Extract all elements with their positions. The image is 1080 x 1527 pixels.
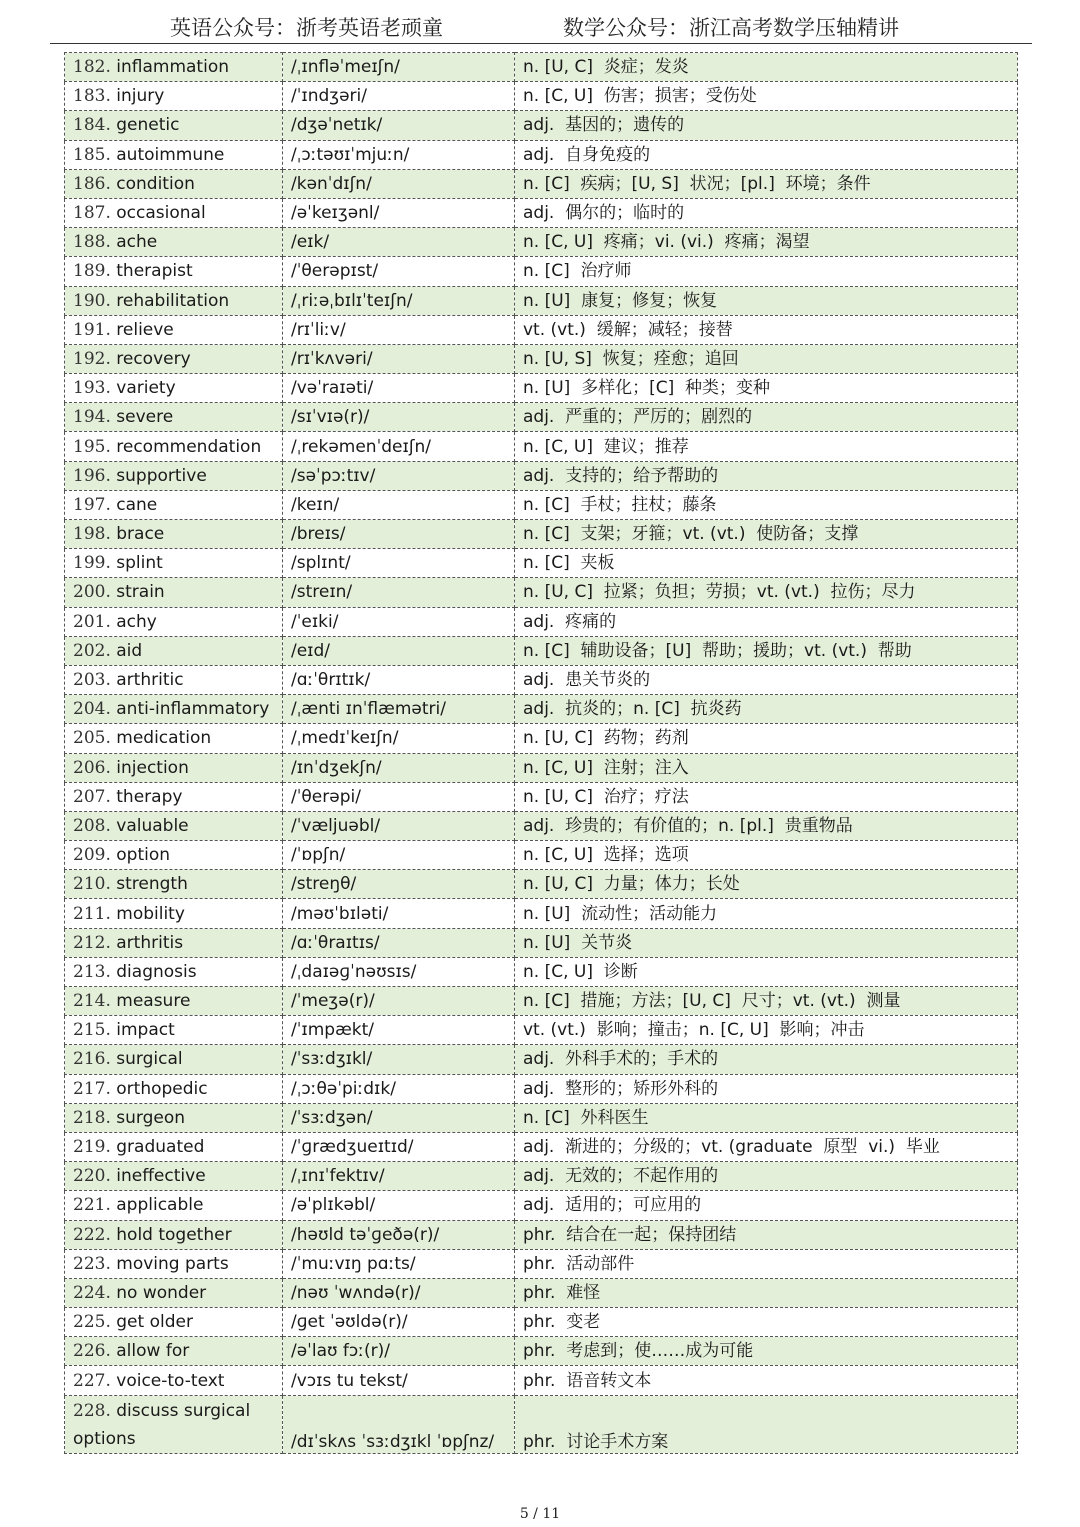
table-row xyxy=(65,403,1018,432)
phonetic-cell: /sɪˈvɪə(r)/ xyxy=(283,403,515,432)
entry-number: 216. xyxy=(73,1049,111,1070)
entry-word: variety xyxy=(116,378,176,399)
entry-number: 200. xyxy=(73,582,111,603)
phonetic-cell: /eɪk/ xyxy=(283,228,515,257)
word-cell xyxy=(65,53,283,82)
definition-cell: adj. 适用的；可应用的 xyxy=(515,1191,1018,1220)
definition-cell: n. [C, U] 注射；注入 xyxy=(515,753,1018,782)
word-cell xyxy=(65,82,283,111)
entry-number: 224. xyxy=(73,1282,111,1303)
table-row xyxy=(65,1308,1018,1337)
phonetic-cell: /vəˈraɪəti/ xyxy=(283,374,515,403)
definition-cell: n. [C] 辅助设备；[U] 帮助；援助；vt. (vt.) 帮助 xyxy=(515,636,1018,665)
phonetic-cell: /ˈsɜːdʒən/ xyxy=(283,1103,515,1132)
entry-number: 192. xyxy=(73,348,111,369)
word-cell xyxy=(65,432,283,461)
phonetic-cell: /rɪˈkʌvəri/ xyxy=(283,344,515,373)
table-row xyxy=(65,490,1018,519)
word-cell xyxy=(65,344,283,373)
definition-cell: adj. 疼痛的 xyxy=(515,607,1018,636)
word-cell xyxy=(65,724,283,753)
definition-cell: n. [U] 流动性；活动能力 xyxy=(515,899,1018,928)
definition-cell: n. [U, C] 治疗；疗法 xyxy=(515,782,1018,811)
word-cell xyxy=(65,841,283,870)
word-cell xyxy=(65,1103,283,1132)
definition-cell: n. [U, S] 恢复；痊愈；追回 xyxy=(515,344,1018,373)
table-row xyxy=(65,432,1018,461)
table-row xyxy=(65,1191,1018,1220)
phonetic-cell: /streŋθ/ xyxy=(283,870,515,899)
table-row xyxy=(65,286,1018,315)
word-cell xyxy=(65,899,283,928)
entry-word: rehabilitation xyxy=(116,290,230,311)
entry-number: 194. xyxy=(73,407,111,428)
entry-number: 182. xyxy=(73,57,111,78)
word-cell xyxy=(65,140,283,169)
word-cell xyxy=(65,1191,283,1220)
entry-word: genetic xyxy=(116,115,180,136)
entry-number: 208. xyxy=(73,815,111,836)
phonetic-cell: /ˌdaɪəɡˈnəʊsɪs/ xyxy=(283,957,515,986)
header-english-account: 英语公众号：浙考英语老顽童 xyxy=(170,16,443,40)
definition-cell: n. [C] 支架；牙箍；vt. (vt.) 使防备；支撑 xyxy=(515,520,1018,549)
word-cell xyxy=(65,811,283,840)
phonetic-cell: /əˈkeɪʒənl/ xyxy=(283,198,515,227)
entry-number: 210. xyxy=(73,874,111,895)
phonetic-cell: /splɪnt/ xyxy=(283,549,515,578)
definition-cell: n. [U, C] 拉紧；负担；劳损；vt. (vt.) 拉伤；尽力 xyxy=(515,578,1018,607)
table-row xyxy=(65,841,1018,870)
phonetic-cell: /ɑːˈθraɪtɪs/ xyxy=(283,928,515,957)
definition-cell: phr. 结合在一起；保持团结 xyxy=(515,1220,1018,1249)
entry-number: 199. xyxy=(73,553,111,574)
page-number: 5 / 11 xyxy=(519,1506,561,1522)
table-row xyxy=(65,1249,1018,1278)
word-cell xyxy=(65,1366,283,1395)
table-row xyxy=(65,198,1018,227)
entry-word: recommendation xyxy=(116,436,262,457)
table-row xyxy=(65,578,1018,607)
entry-word: voice-to-text xyxy=(116,1370,225,1391)
definition-cell: vt. (vt.) 缓解；减轻；接替 xyxy=(515,315,1018,344)
table-row xyxy=(65,315,1018,344)
phonetic-cell: /ˈɪndʒəri/ xyxy=(283,82,515,111)
table-row xyxy=(65,374,1018,403)
definition-cell: adj. 严重的；严厉的；剧烈的 xyxy=(515,403,1018,432)
entry-number: 222. xyxy=(73,1224,111,1245)
table-row xyxy=(65,636,1018,665)
definition-cell: phr. 变老 xyxy=(515,1308,1018,1337)
table-row xyxy=(65,957,1018,986)
table-row xyxy=(65,1074,1018,1103)
definition-cell: adj. 外科手术的；手术的 xyxy=(515,1045,1018,1074)
table-row xyxy=(65,928,1018,957)
word-cell xyxy=(65,1337,283,1366)
word-cell xyxy=(65,374,283,403)
table-row xyxy=(65,899,1018,928)
phonetic-cell: /ˌænti ɪnˈflæmətri/ xyxy=(283,695,515,724)
phonetic-cell: /ɪnˈdʒekʃn/ xyxy=(283,753,515,782)
phonetic-cell: /ˈθerəpɪst/ xyxy=(283,257,515,286)
definition-cell: n. [U, C] 力量；体力；长处 xyxy=(515,870,1018,899)
entry-number: 195. xyxy=(73,436,111,457)
definition-cell: n. [C, U] 建议；推荐 xyxy=(515,432,1018,461)
table-row xyxy=(65,607,1018,636)
phonetic-cell: /ˈɡrædʒueɪtɪd/ xyxy=(283,1132,515,1161)
table-row xyxy=(65,1337,1018,1366)
entry-word: achy xyxy=(116,611,157,632)
definition-cell: phr. 难怪 xyxy=(515,1278,1018,1307)
word-cell xyxy=(65,1249,283,1278)
table-row xyxy=(65,753,1018,782)
entry-number: 212. xyxy=(73,932,111,953)
entry-number: 206. xyxy=(73,757,111,778)
word-cell xyxy=(65,1045,283,1074)
word-cell xyxy=(65,928,283,957)
entry-word: surgical xyxy=(116,1049,183,1070)
table-row xyxy=(65,665,1018,694)
word-cell xyxy=(65,315,283,344)
entry-number: 183. xyxy=(73,86,111,107)
phonetic-cell: /dɪˈskʌs ˈsɜːdʒɪkl ˈɒpʃnz/ xyxy=(283,1395,515,1453)
word-cell xyxy=(65,549,283,578)
entry-word: inflammation xyxy=(116,57,229,78)
word-cell xyxy=(65,1162,283,1191)
phonetic-cell: /ˌriːəˌbɪlɪˈteɪʃn/ xyxy=(283,286,515,315)
word-cell xyxy=(65,782,283,811)
phonetic-cell: /əˈlaʊ fɔː(r)/ xyxy=(283,1337,515,1366)
definition-cell: adj. 抗炎的；n. [C] 抗炎药 xyxy=(515,695,1018,724)
word-cell xyxy=(65,1132,283,1161)
definition-cell: n. [C] 治疗师 xyxy=(515,257,1018,286)
phonetic-cell: /ˈmuːvɪŋ pɑːts/ xyxy=(283,1249,515,1278)
entry-word: strength xyxy=(116,874,188,895)
phonetic-cell: /ˈmeʒə(r)/ xyxy=(283,987,515,1016)
word-cell xyxy=(65,111,283,140)
word-cell xyxy=(65,228,283,257)
word-cell xyxy=(65,461,283,490)
phonetic-cell: /ˈɒpʃn/ xyxy=(283,841,515,870)
entry-word: supportive xyxy=(116,465,207,486)
entry-number: 203. xyxy=(73,670,111,691)
definition-cell: adj. 整形的；矫形外科的 xyxy=(515,1074,1018,1103)
definition-cell: adj. 珍贵的；有价值的；n. [pl.] 贵重物品 xyxy=(515,811,1018,840)
definition-cell: adj. 患关节炎的 xyxy=(515,665,1018,694)
entry-number: 193. xyxy=(73,378,111,399)
entry-number: 223. xyxy=(73,1253,111,1274)
entry-number: 226. xyxy=(73,1341,111,1362)
phonetic-cell: /ˌɪnfləˈmeɪʃn/ xyxy=(283,53,515,82)
word-cell xyxy=(65,1074,283,1103)
entry-number: 213. xyxy=(73,961,111,982)
phonetic-cell: /əˈplɪkəbl/ xyxy=(283,1191,515,1220)
phonetic-cell: /dʒəˈnetɪk/ xyxy=(283,111,515,140)
table-row xyxy=(65,1132,1018,1161)
word-cell xyxy=(65,1395,283,1453)
table-row xyxy=(65,1103,1018,1132)
definition-cell: adj. 无效的；不起作用的 xyxy=(515,1162,1018,1191)
definition-cell: phr. 活动部件 xyxy=(515,1249,1018,1278)
entry-number: 211. xyxy=(73,903,111,924)
entry-word: orthopedic xyxy=(116,1078,208,1099)
entry-number: 220. xyxy=(73,1166,111,1187)
definition-cell: vt. (vt.) 影响；撞击；n. [C, U] 影响；冲击 xyxy=(515,1016,1018,1045)
phonetic-cell: /rɪˈliːv/ xyxy=(283,315,515,344)
entry-word: therapy xyxy=(116,786,183,807)
entry-number: 217. xyxy=(73,1078,111,1099)
entry-number: 191. xyxy=(73,319,111,340)
entry-number: 185. xyxy=(73,144,111,165)
definition-cell: n. [C] 外科医生 xyxy=(515,1103,1018,1132)
entry-number: 187. xyxy=(73,203,111,224)
phonetic-cell: /ˈvæljuəbl/ xyxy=(283,811,515,840)
entry-word: brace xyxy=(116,524,165,545)
entry-number: 198. xyxy=(73,524,111,545)
entry-word: autoimmune xyxy=(116,144,225,165)
definition-cell: n. [U, C] 药物；药剂 xyxy=(515,724,1018,753)
entry-word: graduated xyxy=(116,1137,205,1158)
phonetic-cell: /streɪn/ xyxy=(283,578,515,607)
definition-cell: n. [U, C] 炎症；发炎 xyxy=(515,53,1018,82)
entry-word: severe xyxy=(116,407,174,428)
entry-word: surgeon xyxy=(116,1107,186,1128)
phonetic-cell: /məʊˈbɪləti/ xyxy=(283,899,515,928)
phonetic-cell: /səˈpɔːtɪv/ xyxy=(283,461,515,490)
entry-number: 186. xyxy=(73,173,111,194)
word-cell xyxy=(65,1308,283,1337)
word-cell xyxy=(65,490,283,519)
entry-word: measure xyxy=(116,991,191,1012)
word-cell xyxy=(65,987,283,1016)
phonetic-cell: /ˌrekəmenˈdeɪʃn/ xyxy=(283,432,515,461)
word-cell xyxy=(65,520,283,549)
phonetic-cell: /ˈeɪki/ xyxy=(283,607,515,636)
phonetic-cell: /həʊld təˈɡeðə(r)/ xyxy=(283,1220,515,1249)
entry-word: applicable xyxy=(116,1195,204,1216)
entry-word: no wonder xyxy=(116,1282,207,1303)
entry-number: 188. xyxy=(73,232,111,253)
entry-number: 189. xyxy=(73,261,111,282)
phonetic-cell: /ˌɔːθəˈpiːdɪk/ xyxy=(283,1074,515,1103)
header-math-account: 数学公众号：浙江高考数学压轴精讲 xyxy=(563,16,899,40)
entry-word: moving parts xyxy=(116,1253,229,1274)
entry-number: 184. xyxy=(73,115,111,136)
table-row xyxy=(65,1162,1018,1191)
entry-number: 228. xyxy=(73,1400,111,1421)
entry-number: 225. xyxy=(73,1312,111,1333)
entry-word: medication xyxy=(116,728,212,749)
vocabulary-table-body xyxy=(65,53,1018,1454)
definition-cell: n. [C] 夹板 xyxy=(515,549,1018,578)
entry-word: recovery xyxy=(116,348,191,369)
phonetic-cell: /ɡet ˈəʊldə(r)/ xyxy=(283,1308,515,1337)
phonetic-cell: /vɔɪs tu tekst/ xyxy=(283,1366,515,1395)
entry-word: strain xyxy=(116,582,165,603)
entry-number: 215. xyxy=(73,1020,111,1041)
table-row xyxy=(65,870,1018,899)
entry-number: 227. xyxy=(73,1370,111,1391)
entry-number: 204. xyxy=(73,699,111,720)
entry-word: ache xyxy=(116,232,158,253)
entry-word: splint xyxy=(116,553,163,574)
table-row xyxy=(65,1045,1018,1074)
word-cell xyxy=(65,636,283,665)
entry-number: 196. xyxy=(73,465,111,486)
word-cell xyxy=(65,578,283,607)
entry-word: valuable xyxy=(116,815,189,836)
table-row xyxy=(65,811,1018,840)
phonetic-cell: /ɑːˈθrɪtɪk/ xyxy=(283,665,515,694)
definition-cell: adj. 基因的；遗传的 xyxy=(515,111,1018,140)
table-row xyxy=(65,82,1018,111)
entry-word: allow for xyxy=(116,1341,190,1362)
table-row xyxy=(65,520,1018,549)
entry-number: 201. xyxy=(73,611,111,632)
entry-number: 209. xyxy=(73,845,111,866)
table-row xyxy=(65,987,1018,1016)
entry-number: 202. xyxy=(73,640,111,661)
table-row xyxy=(65,344,1018,373)
definition-cell: adj. 偶尔的；临时的 xyxy=(515,198,1018,227)
definition-cell: phr. 考虑到；使……成为可能 xyxy=(515,1337,1018,1366)
entry-word: therapist xyxy=(116,261,193,282)
entry-word: cane xyxy=(116,494,158,515)
definition-cell: adj. 支持的；给予帮助的 xyxy=(515,461,1018,490)
entry-number: 221. xyxy=(73,1195,111,1216)
entry-number: 197. xyxy=(73,494,111,515)
entry-word: occasional xyxy=(116,203,206,224)
table-row xyxy=(65,53,1018,82)
phonetic-cell: /ˈsɜːdʒɪkl/ xyxy=(283,1045,515,1074)
definition-cell: n. [C, U] 疼痛；vi. (vi.) 疼痛；渴望 xyxy=(515,228,1018,257)
entry-word: anti-inflammatory xyxy=(116,699,270,720)
phonetic-cell: /breɪs/ xyxy=(283,520,515,549)
phonetic-cell: /eɪd/ xyxy=(283,636,515,665)
table-row xyxy=(65,228,1018,257)
header-rule xyxy=(50,43,1032,44)
phonetic-cell: /kənˈdɪʃn/ xyxy=(283,169,515,198)
word-cell xyxy=(65,198,283,227)
entry-word: aid xyxy=(116,640,143,661)
word-cell xyxy=(65,257,283,286)
phonetic-cell: /ˌɔːtəʊɪˈmjuːn/ xyxy=(283,140,515,169)
table-row xyxy=(65,1366,1018,1395)
table-row xyxy=(65,724,1018,753)
definition-cell: n. [C] 措施；方法；[U, C] 尺寸；vt. (vt.) 测量 xyxy=(515,987,1018,1016)
word-cell xyxy=(65,169,283,198)
definition-cell: n. [C, U] 选择；选项 xyxy=(515,841,1018,870)
word-cell xyxy=(65,870,283,899)
table-row xyxy=(65,695,1018,724)
entry-word: get older xyxy=(116,1312,193,1333)
phonetic-cell: /ˌmedɪˈkeɪʃn/ xyxy=(283,724,515,753)
word-cell xyxy=(65,607,283,636)
table-row xyxy=(65,140,1018,169)
table-row xyxy=(65,1220,1018,1249)
definition-cell: n. [C, U] 诊断 xyxy=(515,957,1018,986)
word-cell xyxy=(65,286,283,315)
page-header xyxy=(0,12,1080,44)
vocabulary-table xyxy=(64,52,1018,1454)
definition-cell: phr. 语音转文本 xyxy=(515,1366,1018,1395)
table-row xyxy=(65,111,1018,140)
definition-cell: n. [U] 多样化；[C] 种类；变种 xyxy=(515,374,1018,403)
entry-number: 214. xyxy=(73,991,111,1012)
entry-word: discuss surgical options xyxy=(73,1400,251,1449)
word-cell xyxy=(65,695,283,724)
entry-word: ineffective xyxy=(116,1166,206,1187)
entry-word: hold together xyxy=(116,1224,232,1245)
phonetic-cell: /keɪn/ xyxy=(283,490,515,519)
table-row xyxy=(65,257,1018,286)
table-row xyxy=(65,1395,1018,1453)
table-row xyxy=(65,782,1018,811)
definition-cell: n. [U] 关节炎 xyxy=(515,928,1018,957)
entry-word: condition xyxy=(116,173,195,194)
entry-number: 190. xyxy=(73,290,111,311)
table-row xyxy=(65,549,1018,578)
entry-word: diagnosis xyxy=(116,961,197,982)
table-row xyxy=(65,1016,1018,1045)
word-cell xyxy=(65,403,283,432)
word-cell xyxy=(65,1278,283,1307)
entry-word: arthritis xyxy=(116,932,184,953)
word-cell xyxy=(65,1016,283,1045)
table-row xyxy=(65,169,1018,198)
word-cell xyxy=(65,957,283,986)
entry-word: injection xyxy=(116,757,189,778)
definition-cell: n. [C, U] 伤害；损害；受伤处 xyxy=(515,82,1018,111)
entry-word: mobility xyxy=(116,903,185,924)
word-cell xyxy=(65,753,283,782)
definition-cell: n. [C] 手杖；拄杖；藤条 xyxy=(515,490,1018,519)
definition-cell: adj. 自身免疫的 xyxy=(515,140,1018,169)
entry-number: 218. xyxy=(73,1107,111,1128)
definition-cell: adj. 渐进的；分级的；vt. (graduate 原型 vi.) 毕业 xyxy=(515,1132,1018,1161)
entry-number: 219. xyxy=(73,1137,111,1158)
word-cell xyxy=(65,1220,283,1249)
entry-word: impact xyxy=(116,1020,175,1041)
entry-number: 205. xyxy=(73,728,111,749)
entry-word: relieve xyxy=(116,319,174,340)
entry-number: 207. xyxy=(73,786,111,807)
entry-word: option xyxy=(116,845,171,866)
word-cell xyxy=(65,665,283,694)
definition-cell: phr. 讨论手术方案 xyxy=(515,1395,1018,1453)
table-row xyxy=(65,461,1018,490)
phonetic-cell: /ˈɪmpækt/ xyxy=(283,1016,515,1045)
entry-word: arthritic xyxy=(116,670,184,691)
entry-word: injury xyxy=(116,86,165,107)
phonetic-cell: /ˈθerəpi/ xyxy=(283,782,515,811)
phonetic-cell: /ˌɪnɪˈfektɪv/ xyxy=(283,1162,515,1191)
phonetic-cell: /nəʊ ˈwʌndə(r)/ xyxy=(283,1278,515,1307)
definition-cell: n. [C] 疾病；[U, S] 状况；[pl.] 环境；条件 xyxy=(515,169,1018,198)
table-row xyxy=(65,1278,1018,1307)
definition-cell: n. [U] 康复；修复；恢复 xyxy=(515,286,1018,315)
